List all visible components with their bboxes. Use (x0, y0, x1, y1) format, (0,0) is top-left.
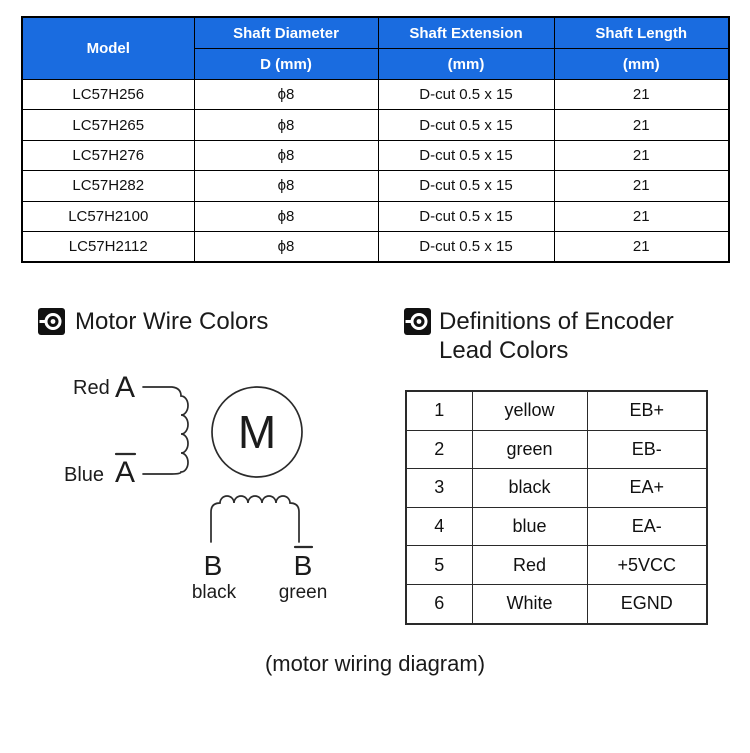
extension-cell: D-cut 0.5 x 15 (378, 201, 554, 231)
spec-header-model: Model (22, 17, 194, 80)
color-cell: White (472, 584, 587, 623)
length-cell: 21 (554, 201, 729, 231)
diagram-caption: (motor wiring diagram) (264, 651, 486, 676)
model-cell: LC57H282 (22, 171, 194, 201)
length-cell: 21 (554, 171, 729, 201)
length-cell: 21 (554, 110, 729, 140)
extension-cell: D-cut 0.5 x 15 (378, 110, 554, 140)
phase-b-winding (211, 496, 299, 542)
color-cell: black (472, 469, 587, 508)
pin-cell: 6 (406, 584, 472, 623)
table-row (22, 171, 729, 201)
diameter-cell: ϕ8 (194, 171, 378, 201)
diameter-cell: ϕ8 (194, 110, 378, 140)
wire-label-green: green (278, 582, 328, 603)
table-row (406, 430, 707, 469)
model-cell: LC57H276 (22, 140, 194, 170)
wire-label-blue: Blue (64, 464, 105, 486)
extension-cell: D-cut 0.5 x 15 (378, 140, 554, 170)
extension-cell: D-cut 0.5 x 15 (378, 231, 554, 262)
pin-cell: 1 (406, 391, 472, 430)
pin-cell: 2 (406, 430, 472, 469)
terminal-label-a-bar: A (115, 456, 136, 489)
table-row (22, 231, 729, 262)
length-cell: 21 (554, 231, 729, 262)
table-row (406, 546, 707, 585)
length-cell: 21 (554, 140, 729, 170)
terminal-label-b-bar: B (293, 550, 313, 581)
model-cell: LC57H2112 (22, 231, 194, 262)
encoder-section-title (439, 307, 674, 365)
signal-cell: EA+ (587, 469, 707, 508)
phase-a-winding (143, 387, 188, 474)
terminal-label-b: B (203, 550, 223, 581)
spec-subheader-diameter: D (mm) (194, 49, 378, 80)
table-row (22, 110, 729, 140)
diameter-cell: ϕ8 (194, 231, 378, 262)
spec-header-row-1 (22, 17, 729, 49)
motor-wire-colors-heading (38, 307, 268, 336)
wire-label-black: black (191, 582, 237, 603)
motor-section-title: Motor Wire Colors (75, 308, 269, 335)
spec-subheader-extension: (mm) (378, 49, 554, 80)
table-row (406, 469, 707, 508)
signal-cell: EB+ (587, 391, 707, 430)
wire-label-red: Red (73, 377, 110, 399)
spec-header-shaft-diameter: Shaft Diameter (194, 17, 378, 49)
model-cell: LC57H265 (22, 110, 194, 140)
table-row (406, 584, 707, 623)
spec-header-shaft-extension: Shaft Extension (378, 17, 554, 49)
signal-cell: EB- (587, 430, 707, 469)
encoder-icon (404, 308, 431, 335)
extension-cell: D-cut 0.5 x 15 (378, 80, 554, 110)
table-row (406, 391, 707, 430)
encoder-lead-colors-table (405, 390, 708, 625)
encoder-title-line1: Definitions of Encoder (439, 308, 674, 335)
pin-cell: 4 (406, 507, 472, 546)
spec-header-shaft-length: Shaft Length (554, 17, 729, 49)
shaft-spec-table (21, 16, 730, 263)
color-cell: Red (472, 546, 587, 585)
table-row (406, 507, 707, 546)
color-cell: green (472, 430, 587, 469)
motor-wiring-diagram (40, 372, 352, 610)
encoder-definitions-heading (404, 307, 674, 365)
spec-subheader-length: (mm) (554, 49, 729, 80)
model-cell: LC57H2100 (22, 201, 194, 231)
terminal-label-a: A (115, 372, 136, 404)
encoder-title-line2: Lead Colors (439, 337, 569, 364)
table-row (22, 80, 729, 110)
motor-m-label: M (237, 406, 277, 458)
signal-cell: EGND (587, 584, 707, 623)
model-cell: LC57H256 (22, 80, 194, 110)
table-row (22, 140, 729, 170)
length-cell: 21 (554, 80, 729, 110)
diameter-cell: ϕ8 (194, 140, 378, 170)
signal-cell: EA- (587, 507, 707, 546)
diameter-cell: ϕ8 (194, 80, 378, 110)
extension-cell: D-cut 0.5 x 15 (378, 171, 554, 201)
color-cell: yellow (472, 391, 587, 430)
pin-cell: 5 (406, 546, 472, 585)
table-row (22, 201, 729, 231)
pin-cell: 3 (406, 469, 472, 508)
diameter-cell: ϕ8 (194, 201, 378, 231)
signal-cell: +5VCC (587, 546, 707, 585)
motor-icon (38, 308, 65, 335)
color-cell: blue (472, 507, 587, 546)
